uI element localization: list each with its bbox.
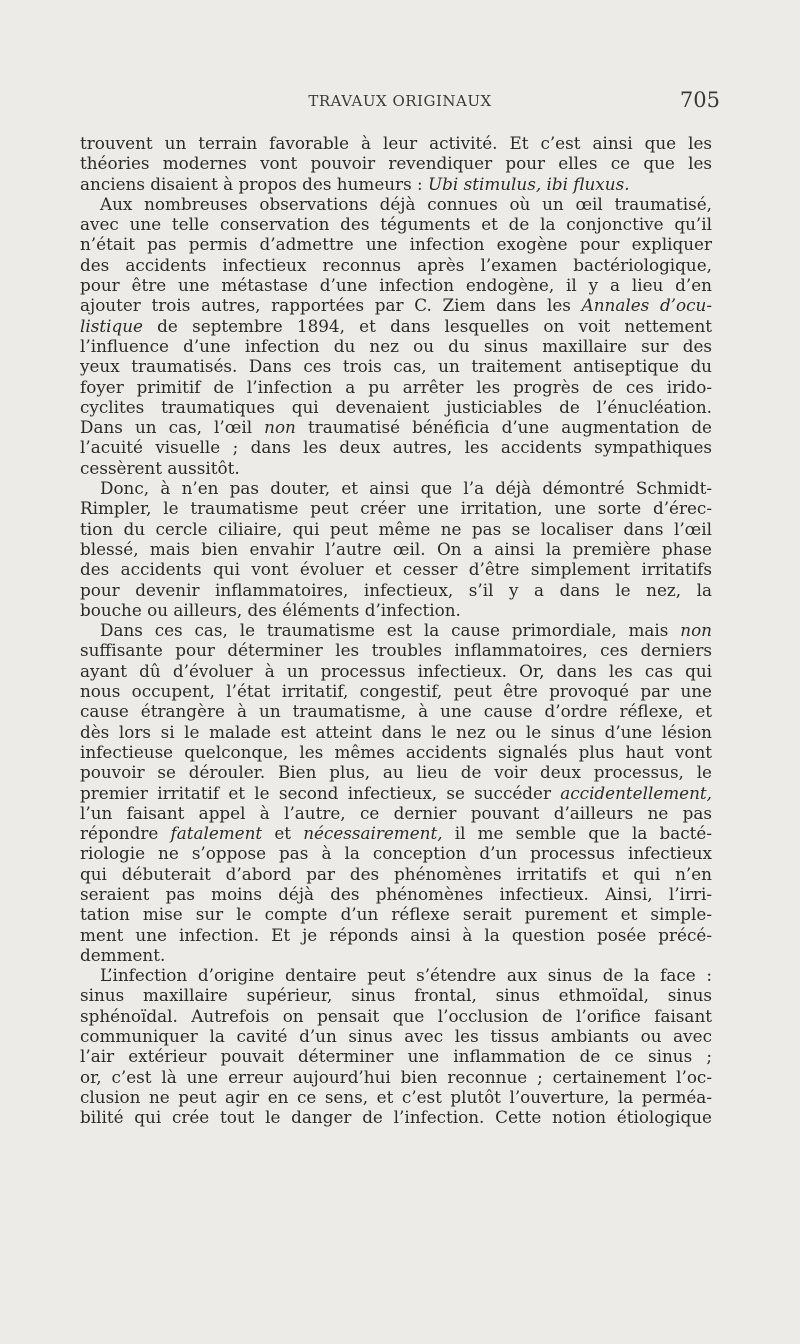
text-line: L’infection d’origine dentaire peut s’étendre aux sinus de la face :: [100, 965, 712, 986]
text-line: dès lors si le malade est atteint dans le nez ou le sinus d’une lésion: [80, 721, 712, 742]
text-line: blessé, mais bien envahir l’autre œil. On a ainsi la première phase: [80, 538, 712, 559]
text-line: des accidents infectieux reconnus après l’examen bactériologique,: [80, 254, 712, 275]
text-line: sphénoïdal. Autrefois on pensait que l’occlusion de l’orifice faisant: [80, 1005, 712, 1026]
text-line: tation mise sur le compte d’un réflexe serait purement et simple-: [80, 904, 712, 925]
paragraph: [80, 620, 712, 965]
text-line: or, c’est là une erreur aujourd’hui bien reconnue ; certainement l’oc-: [80, 1066, 712, 1087]
text-line: pour être une métastase d’une infection endogène, il y a lieu d’en: [80, 275, 712, 296]
paragraph: [80, 133, 712, 194]
paragraph: [80, 194, 712, 478]
text-line: trouvent un terrain favorable à leur activité. Et c’est ainsi que les: [80, 133, 712, 153]
text-line: suffisante pour déterminer les troubles inflammatoires, ces derniers: [80, 640, 712, 661]
text-line: listique de septembre 1894, et dans lesquelles on voit nettement: [80, 315, 712, 336]
text-line: ajouter trois autres, rapportées par C. Ziem dans les Annales d’ocu-: [80, 295, 712, 316]
text-line: cause étrangère à un traumatisme, à une cause d’ordre réflexe, et: [80, 701, 712, 722]
text-line: Dans ces cas, le traumatisme est la cause primordiale, mais non: [100, 620, 712, 641]
paragraph: [80, 478, 712, 620]
text-line: foyer primitif de l’infection a pu arrêter les progrès de ces irido-: [80, 376, 712, 397]
text-line: bouche ou ailleurs, des éléments d’infection.: [80, 599, 461, 620]
text-line: théories modernes vont pouvoir revendiquer pour elles ce que les: [80, 153, 712, 174]
text-line: nous occupent, l’état irritatif, congestif, peut être provoqué par une: [80, 681, 712, 702]
text-line: qui débuterait d’abord par des phénomènes irritatifs et qui n’en: [80, 863, 712, 884]
text-line: bilité qui crée tout le danger de l’infection. Cette notion étiologique: [80, 1107, 712, 1128]
text-line: yeux traumatisés. Dans ces trois cas, un traitement antiseptique du: [80, 356, 712, 377]
text-line: l’acuité visuelle ; dans les deux autres, les accidents sympathiques: [80, 437, 712, 458]
text-line: sinus maxillaire supérieur, sinus frontal, sinus ethmoïdal, sinus: [80, 985, 712, 1006]
text-line: riologie ne s’oppose pas à la conception d’un processus infectieux: [80, 843, 712, 864]
running-head: [80, 88, 720, 120]
text-line: Dans un cas, l’œil non traumatisé bénéficia d’une augmentation de: [80, 417, 712, 438]
text-line: l’air extérieur pouvait déterminer une inflammation de ce sinus ;: [80, 1046, 712, 1067]
text-line: Donc, à n’en pas douter, et ainsi que l’a déjà démontré Schmidt-: [100, 478, 712, 499]
text-line: cessèrent aussitôt.: [80, 457, 240, 478]
text-line: Rimpler, le traumatisme peut créer une irritation, une sorte d’érec-: [80, 498, 712, 519]
paragraph: [80, 965, 712, 1127]
text-line: demment.: [80, 944, 166, 965]
text-line: avec une telle conservation des téguments et de la conjonctive qu’il: [80, 214, 712, 235]
text-line: pour devenir inflammatoires, infectieux, s’il y a dans le nez, la: [80, 579, 712, 600]
text-line: communiquer la cavité d’un sinus avec les tissus ambiants ou avec: [80, 1026, 712, 1047]
text-line: répondre fatalement et nécessairement, il me semble que la bacté-: [80, 823, 712, 844]
text-line: clusion ne peut agir en ce sens, et c’est plutôt l’ouverture, la perméa-: [80, 1086, 712, 1107]
text-line: l’un faisant appel à l’autre, ce dernier pouvant d’ailleurs ne pas: [80, 802, 712, 823]
text-line: Aux nombreuses observations déjà connues où un œil traumatisé,: [100, 193, 712, 214]
text-line: infectieuse quelconque, les mêmes accidents signalés plus haut vont: [80, 741, 712, 762]
running-title: TRAVAUX ORIGINAUX: [308, 92, 492, 110]
text-line: tion du cercle ciliaire, qui peut même ne pas se localiser dans l’œil: [80, 518, 712, 539]
text-line: anciens disaient à propos des humeurs : Ubi stimulus, ibi fluxus.: [80, 173, 630, 194]
text-line: pouvoir se dérouler. Bien plus, au lieu de voir deux processus, le: [80, 762, 712, 783]
text-line: ayant dû d’évoluer à un processus infectieux. Or, dans les cas qui: [80, 660, 712, 681]
text-line: seraient pas moins déjà des phénomènes infectieux. Ainsi, l’irri-: [80, 883, 712, 904]
text-line: l’influence d’une infection du nez ou du sinus maxillaire sur des: [80, 335, 712, 356]
text-line: n’était pas permis d’admettre une infection exogène pour expliquer: [80, 234, 712, 255]
text-line: premier irritatif et le second infectieux, se succéder accidentellement,: [80, 782, 712, 803]
text-line: cyclites traumatiques qui devenaient justiciables de l’énucléation.: [80, 396, 712, 417]
text-line: des accidents qui vont évoluer et cesser d’être simplement irritatifs: [80, 559, 712, 580]
body-text: [80, 133, 712, 1128]
page-number: 705: [679, 88, 720, 112]
text-line: ment une infection. Et je réponds ainsi à la question posée précé-: [80, 924, 712, 945]
